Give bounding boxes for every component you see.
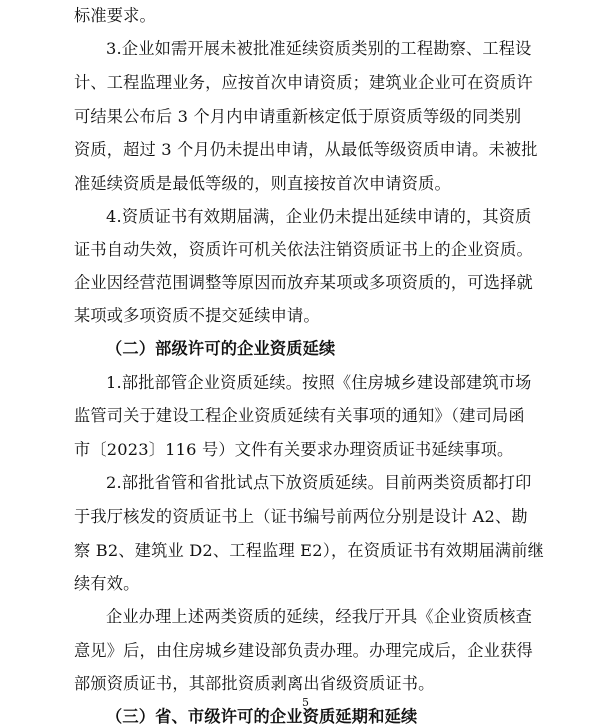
text-line-10: 某项或多项资质不提交延续申请。: [74, 306, 320, 325]
text-line-15: 2.部批省管和省批试点下放资质延续。目前两类资质都打印: [106, 473, 532, 492]
text-line-7: 4.资质证书有效期届满，企业仍未提出延续申请的，其资质: [106, 207, 532, 226]
text-line-8: 证书自动失效，资质许可机关依法注销资质证书上的企业资质。: [74, 240, 533, 259]
section-heading-3: （三）省、市级许可的企业资质延期和延续: [106, 707, 418, 726]
text-line-2: 3.企业如需开展未被批准延续资质类别的工程勘察、工程设: [106, 39, 532, 58]
text-line-20: 意见》后，由住房城乡建设部负责办理。办理完成后，企业获得: [74, 641, 533, 660]
text-line-16: 于我厅核发的资质证书上（证书编号前两位分别是设计 A2、勘: [74, 507, 528, 526]
page-number: 5: [302, 696, 309, 709]
text-line-4: 可结果公布后 3 个月内申请重新核定低于原资质等级的同类别: [74, 107, 522, 126]
text-line-5: 资质，超过 3 个月仍未提出申请，从最低等级资质申请。未被批: [74, 140, 538, 159]
text-line-18: 续有效。: [74, 574, 140, 593]
text-line-17: 察 B2、建筑业 D2、工程监理 E2），在资质证书有效期届满前继: [74, 541, 545, 560]
text-line-14: 市〔2023〕116 号）文件有关要求办理资质证书延续事项。: [74, 440, 514, 459]
text-line-13: 监管司关于建设工程企业资质延续有关事项的通知》（建司局函: [74, 406, 525, 425]
text-line-1: 标准要求。: [74, 6, 156, 25]
text-line-12: 1.部批部管企业资质延续。按照《住房城乡建设部建筑市场: [106, 373, 532, 392]
text-line-3: 计、工程监理业务，应按首次申请资质；建筑业企业可在资质许: [74, 73, 533, 92]
text-line-19: 企业办理上述两类资质的延续，经我厅开具《企业资质核查: [106, 607, 533, 626]
section-heading-2: （二）部级许可的企业资质延续: [106, 339, 336, 358]
text-line-21: 部颁资质证书，其部批资质剥离出省级资质证书。: [74, 674, 435, 693]
text-line-6: 准延续资质是最低等级的，则直接按首次申请资质。: [74, 174, 451, 193]
text-line-9: 企业因经营范围调整等原因而放弃某项或多项资质的，可选择就: [74, 273, 533, 292]
